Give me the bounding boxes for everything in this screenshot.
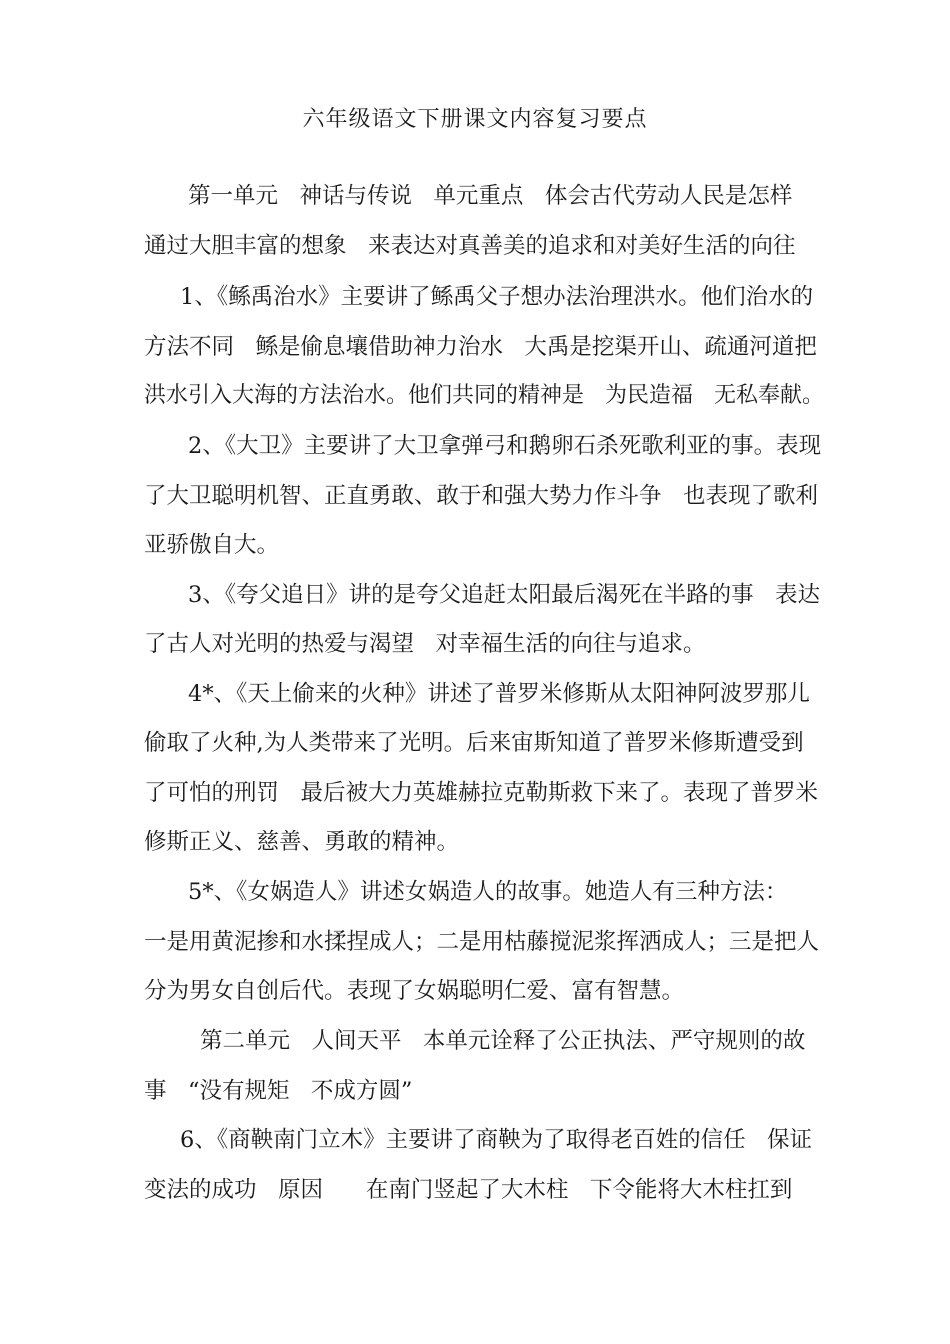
text-line: 方法不同 鲧是偷息壤借助神力治水 大禹是挖渠开山、疏通河道把	[144, 334, 817, 360]
text-line: 了大卫聪明机智、正直勇敢、敢于和强大势力作斗争 也表现了歌利	[144, 483, 818, 509]
text-line: 第一单元 神话与传说 单元重点 体会古代劳动人民是怎样	[188, 183, 793, 209]
text-line: 洪水引入大海的方法治水。他们共同的精神是 为民造福 无私奉献。	[144, 383, 824, 408]
text-line: 事 “没有规矩 不成方圆”	[144, 1078, 413, 1104]
text-line: 分为男女自创后代。表现了女娲聪明仁爱、富有智慧。	[144, 978, 685, 1004]
text-line: 了古人对光明的热爱与渴望 对幸福生活的向往与追求。	[144, 631, 706, 657]
text-line: 6、《商鞅南门立木》主要讲了商鞅为了取得老百姓的信任 保证	[180, 1127, 813, 1153]
document-title: 六年级语文下册课文内容复习要点	[302, 107, 648, 132]
text-line: 修斯正义、慈善、勇敢的精神。	[144, 829, 460, 855]
text-line: 1、《鲧禹治水》主要讲了鲧禹父子想办法治理洪水。他们治水的	[180, 284, 814, 310]
text-line: 5*、《女娲造人》讲述女娲造人的故事。她造人有三种方法：	[188, 879, 788, 905]
text-line: 一是用黄泥掺和水揉捏成人；二是用枯藤搅泥浆挥洒成人；三是把人	[144, 929, 820, 955]
text-line: 通过大胆丰富的想象 来表达对真善美的追求和对美好生活的向往	[144, 233, 796, 259]
text-line: 亚骄傲自大。	[144, 532, 280, 558]
text-line: 偷取了火种,为人类带来了光明。后来宙斯知道了普罗米修斯遭受到	[144, 730, 804, 756]
text-line: 了可怕的刑罚 最后被大力英雄赫拉克勒斯救下来了。表现了普罗米	[144, 780, 818, 806]
text-line: 2、《大卫》主要讲了大卫拿弹弓和鹅卵石杀死歌利亚的事。表现	[188, 433, 822, 459]
text-line: 3、《夸父追日》讲的是夸父追赶太阳最后渴死在半路的事 表达	[188, 582, 821, 608]
text-line: 4*、《天上偷来的火种》讲述了普罗米修斯从太阳神阿波罗那儿	[188, 681, 810, 707]
text-line: 变法的成功 原因 在南门竖起了大木柱 下令能将大木柱扛到	[144, 1177, 793, 1203]
text-line: 第二单元 人间天平 本单元诠释了公正执法、严守规则的故	[200, 1028, 806, 1054]
